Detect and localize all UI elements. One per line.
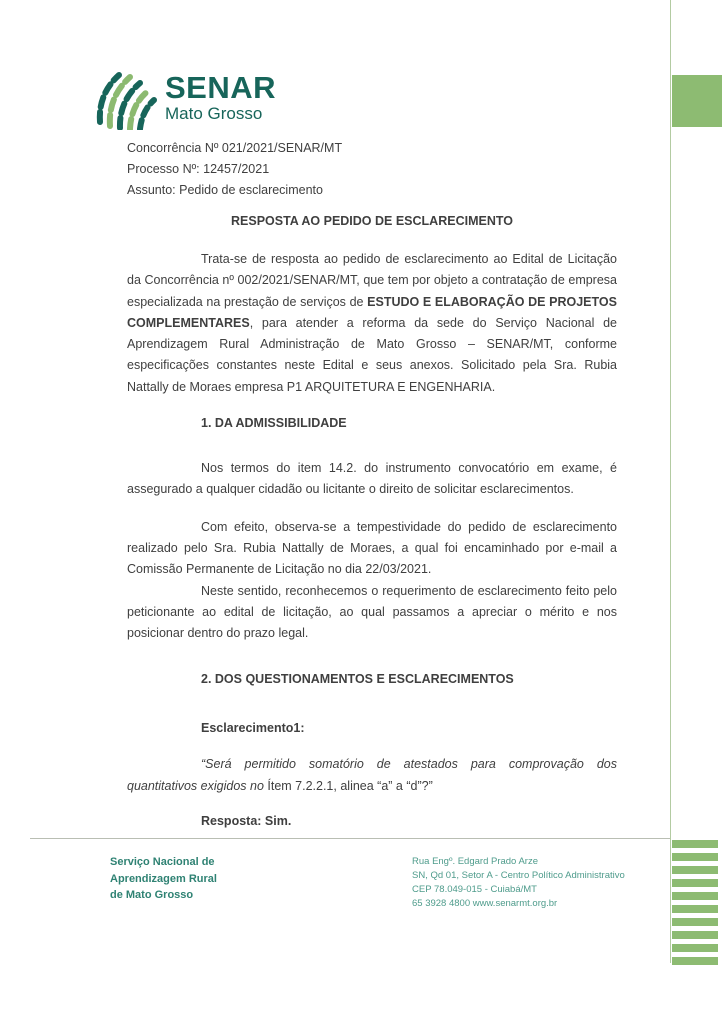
- footer-address-cep: CEP 78.049-015 - Cuiabá/MT: [412, 884, 537, 895]
- logo-text: [165, 70, 276, 122]
- brand-name: SENAR: [165, 70, 277, 105]
- green-accent-stripes: [672, 840, 718, 965]
- footer-phone-website: 65 3928 4800 www.senarmt.org.br: [412, 898, 558, 909]
- document-content: [127, 138, 617, 832]
- paragraph-intro-pre: Trata-se de resposta ao pedido de esclarecimento ao Edital de Licitação da Concorrência nº 002/2021/SENAR/MT, que tem por objeto a contratação de empresa especializada na prestação de serviços de: [127, 252, 617, 309]
- footer-address-block: [412, 855, 625, 911]
- section-heading-admissibilidade: 1. DA ADMISSIBILIDADE: [201, 416, 347, 431]
- green-stripe: [672, 905, 718, 913]
- footer-divider: [30, 838, 670, 839]
- meta-line-assunto: Assunto: Pedido de esclarecimento: [127, 183, 323, 197]
- green-stripe: [672, 840, 718, 848]
- answer-text: Resposta: Sim.: [201, 814, 292, 829]
- quote-italic-part: “Será permitido somatório de atestados para comprovação dos quantitativos exigidos no: [127, 757, 617, 793]
- quote-regular-part: Ítem 7.2.2.1, alinea “a” a “d”?”: [263, 778, 433, 793]
- green-accent-square: [672, 75, 722, 127]
- green-stripe: [672, 866, 718, 874]
- paragraph-intro-post: , para atender a reforma da sede do Serviço Nacional de Aprendizagem Rural Administração de Mato Grosso – SENAR/MT, conforme especificações constantes neste Edital e seus anexos. Solicitado pela Sra. Rubia Nattally de Moraes empresa P1 ARQUITETURA E ENGENHARIA.: [127, 315, 617, 394]
- footer-address-sector: SN, Qd 01, Setor A - Centro Político Administrativo: [412, 870, 625, 881]
- clarification-label: Esclarecimento1:: [201, 721, 305, 736]
- clarification-quote: [127, 754, 617, 797]
- footer-address-street: Rua Engº. Edgard Prado Arze: [412, 856, 538, 867]
- section-heading-questionamentos: 2. DOS QUESTIONAMENTOS E ESCLARECIMENTOS: [201, 672, 514, 687]
- meta-line-concorrencia: Concorrência Nº 021/2021/SENAR/MT: [127, 141, 343, 155]
- paragraph-nos-termos: Nos termos do item 14.2. do instrumento convocatório em exame, é assegurado a qualquer cidadão ou licitante o direito de solicitar esclarecimentos.: [127, 461, 617, 497]
- paragraph-intro-bold: ESTUDO E ELABORAÇÃO DE PROJETOS COMPLEMENTARES: [127, 294, 617, 330]
- green-stripe: [672, 944, 718, 952]
- doc-meta: [127, 138, 617, 201]
- paragraph-com-efeito: Com efeito, observa-se a tempestividade do pedido de esclarecimento realizado pelo Sra. Rubia Nattally de Moraes, a qual foi encaminhado por e-mail a Comissão Permanente de Licitação no dia 22/03/2021.: [127, 519, 617, 577]
- meta-line-processo: Processo Nº: 12457/2021: [127, 162, 270, 176]
- footer-org-block: [110, 854, 217, 904]
- green-stripe: [672, 957, 718, 965]
- green-stripe: [672, 918, 718, 926]
- footer-org-line: de Mato Grosso: [110, 889, 194, 901]
- right-vertical-rule: [670, 0, 671, 963]
- green-stripe: [672, 879, 718, 887]
- doc-title: RESPOSTA AO PEDIDO DE ESCLARECIMENTO: [231, 214, 513, 228]
- senar-logo: [95, 70, 276, 130]
- green-stripe: [672, 892, 718, 900]
- green-stripe: [672, 853, 718, 861]
- brand-region: Mato Grosso: [165, 104, 263, 123]
- green-stripe: [672, 931, 718, 939]
- paragraph-intro: [127, 249, 617, 398]
- paragraph-neste-sentido: Neste sentido, reconhecemos o requerimento de esclarecimento feito pelo peticionante ao edital de licitação, ao qual passamos a apreciar o mérito e nos posicionar dentro do prazo legal.: [127, 583, 617, 641]
- senar-sheaf-icon: [95, 70, 157, 130]
- footer-org-line: Aprendizagem Rural: [110, 872, 217, 885]
- footer-org-line: Serviço Nacional de: [110, 856, 215, 868]
